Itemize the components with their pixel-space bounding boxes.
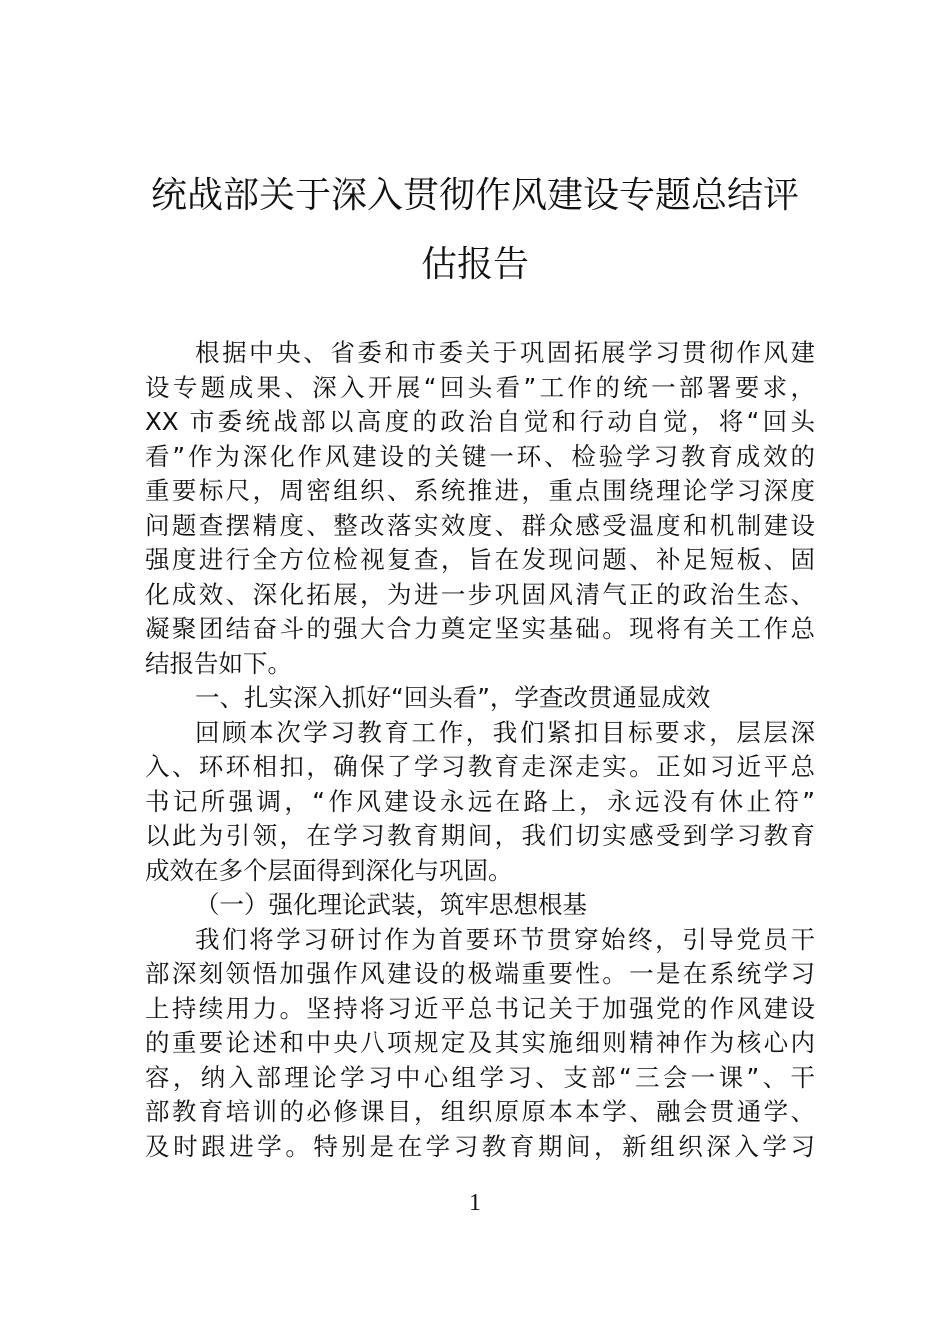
paragraph-line: 上持续用力。坚持将习近平总书记关于加强党的作风建设 bbox=[145, 993, 815, 1023]
paragraph-line: 重要标尺，周密组织、系统推进，重点围绕理论学习深度 bbox=[145, 476, 815, 505]
paragraph-line: 及时跟进学。特别是在学习教育期间，新组织深入学习 bbox=[145, 1131, 815, 1161]
subsection-heading: （一）强化理论武装，筑牢思想根基 bbox=[195, 890, 587, 919]
paragraph-line: 部深刻领悟加强作风建设的极端重要性。一是在系统学习 bbox=[145, 959, 815, 988]
paragraph-line: XX 市委统战部以高度的政治自觉和行动自觉，将“回头 bbox=[145, 407, 815, 436]
paragraph-line: 书记所强调，“作风建设永远在路上，永远没有休止符” bbox=[145, 786, 815, 816]
paragraph-line: 回顾本次学习教育工作，我们紧扣目标要求，层层深 bbox=[195, 717, 815, 747]
section-heading: 一、扎实深入抓好“回头看”，学查改贯通显成效 bbox=[195, 683, 711, 712]
document-body bbox=[145, 336, 815, 1164]
paragraph-line: 成效在多个层面得到深化与巩固。 bbox=[145, 855, 513, 885]
paragraph-line: 凝聚团结奋斗的强大合力奠定坚实基础。现将有关工作总 bbox=[145, 614, 815, 643]
paragraph-line: 入、环环相扣，确保了学习教育走深走实。正如习近平总 bbox=[145, 752, 815, 781]
paragraph-line: 设专题成果、深入开展“回头看”工作的统一部署要求， bbox=[145, 372, 815, 402]
paragraph-line: 化成效、深化拓展，为进一步巩固风清气正的政治生态、 bbox=[145, 579, 815, 609]
paragraph-line: 我们将学习研讨作为首要环节贯穿始终，引导党员干 bbox=[195, 924, 815, 954]
paragraph-line: 根据中央、省委和市委关于巩固拓展学习贯彻作风建 bbox=[195, 338, 815, 367]
document-title-line-1: 统战部关于深入贯彻作风建设专题总结评 bbox=[150, 175, 799, 216]
paragraph-line: 部教育培训的必修课目，组织原原本本学、融会贯通学、 bbox=[145, 1097, 815, 1126]
paragraph-line: 强度进行全方位检视复查，旨在发现问题、补足短板、固 bbox=[145, 545, 815, 574]
paragraph-line: 以此为引领，在学习教育期间，我们切实感受到学习教育 bbox=[145, 821, 815, 850]
paragraph-line: 容，纳入部理论学习中心组学习、支部“三会一课”、干 bbox=[145, 1062, 815, 1092]
paragraph-line: 结报告如下。 bbox=[145, 648, 292, 678]
paragraph-line: 看”作为深化作风建设的关键一环、检验学习教育成效的 bbox=[145, 441, 815, 471]
paragraph-line: 的重要论述和中央八项规定及其实施细则精神作为核心内 bbox=[145, 1028, 815, 1057]
page-number: 1 bbox=[469, 1190, 481, 1216]
document-title-line-2: 估报告 bbox=[420, 244, 529, 285]
paragraph-line: 问题查摆精度、整改落实效度、群众感受温度和机制建设 bbox=[145, 510, 815, 540]
